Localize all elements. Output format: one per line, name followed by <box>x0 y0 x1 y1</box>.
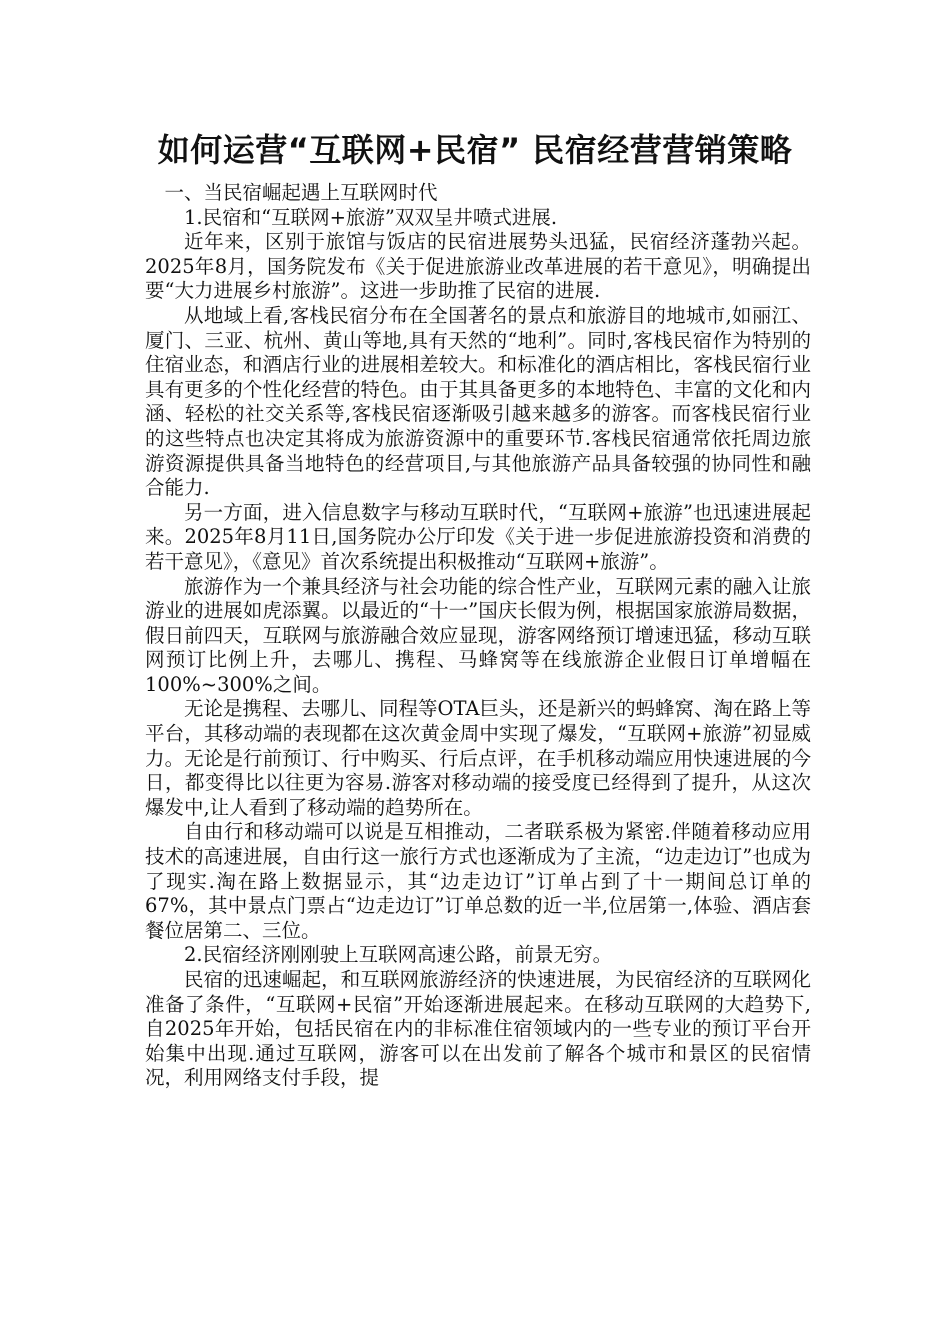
subsection-heading: 2.民宿经济刚刚驶上互联网高速公路，前景无穷。 <box>184 943 613 967</box>
paragraph: 无论是携程、去哪儿、同程等OTA巨头，还是新兴的蚂蜂窝、淘在路上等平台，其移动端的表现都在这次黄金周中实现了爆发，“互联网+旅游”初显威力。无论是行前预订、行中购买、行后点评，在手机移动端应用快速进展的今日，都变得比以往更为容易.游客对移动端的接受度已经得到了提升，从这次爆发中,让人看到了移动端的趋势所在。 <box>145 697 812 819</box>
document-title: 如何运营“互联网+民宿” 民宿经营营销策略 <box>157 131 793 169</box>
section-heading: 一、当民宿崛起遇上互联网时代 <box>164 181 438 204</box>
document-body <box>145 181 811 1091</box>
paragraph: 从地域上看,客栈民宿分布在全国著名的景点和旅游目的地城市,如丽江、厦门、三亚、杭州、黄山等地,具有天然的“地利”。同时,客栈民宿作为特别的住宿业态，和酒店行业的进展相差较大。和标准化的酒店相比，客栈民宿行业具有更多的个性化经营的特色。由于其具备更多的本地特色、丰富的文化和内涵、轻松的社交关系等,客栈民宿逐渐吸引越来越多的游客。而客栈民宿行业的这些特点也决定其将成为旅游资源中的重要环节.客栈民宿通常依托周边旅游资源提供具备当地特色的经营项目,与其他旅游产品具备较强的协同性和融合能力. <box>145 303 811 500</box>
subsection-heading: 1.民宿和“互联网+旅游”双双呈井喷式进展. <box>184 205 558 229</box>
paragraph: 自由行和移动端可以说是互相推动，二者联系极为紧密.伴随着移动应用技术的高速进展，自由行这一旅行方式也逐渐成为了主流，“边走边订”也成为了现实.淘在路上数据显示，其“边走边订”订单占到了十一期间总订单的67%，其中景点门票占“边走边订”订单总数的近一半,位居第一,体验、酒店套餐位居第二、三位。 <box>145 820 811 942</box>
paragraph: 民宿的迅速崛起，和互联网旅游经济的快速进展，为民宿经济的互联网化准备了条件，“互联网+民宿”开始逐渐进展起来。在移动互联网的大趋势下,自2025年开始，包括民宿在内的非标准住宿领域内的一些专业的预订平台开始集中出现.通过互联网，游客可以在出发前了解各个城市和景区的民宿情况，利用网络支付手段，提 <box>145 968 811 1090</box>
paragraph: 近年来，区别于旅馆与饭店的民宿进展势头迅猛，民宿经济蓬勃兴起。2025年8月，国务院发布《关于促进旅游业改革进展的若干意见》，明确提出要“大力进展乡村旅游”。这进一步助推了民宿的进展. <box>145 230 811 303</box>
paragraph: 旅游作为一个兼具经济与社会功能的综合性产业，互联网元素的融入让旅游业的进展如虎添翼。以最近的“十一”国庆长假为例，根据国家旅游局数据，假日前四天，互联网与旅游融合效应显现，游客网络预订增速迅猛，移动互联网预订比例上升，去哪儿、携程、马蜂窝等在线旅游企业假日订单增幅在100%~300%之间。 <box>145 574 811 696</box>
paragraph: 另一方面，进入信息数字与移动互联时代，“互联网+旅游”也迅速进展起来。2025年8月11日,国务院办公厅印发《关于进一步促进旅游投资和消费的若干意见》，《意见》首次系统提出积极推动“互联网+旅游”。 <box>145 500 811 573</box>
